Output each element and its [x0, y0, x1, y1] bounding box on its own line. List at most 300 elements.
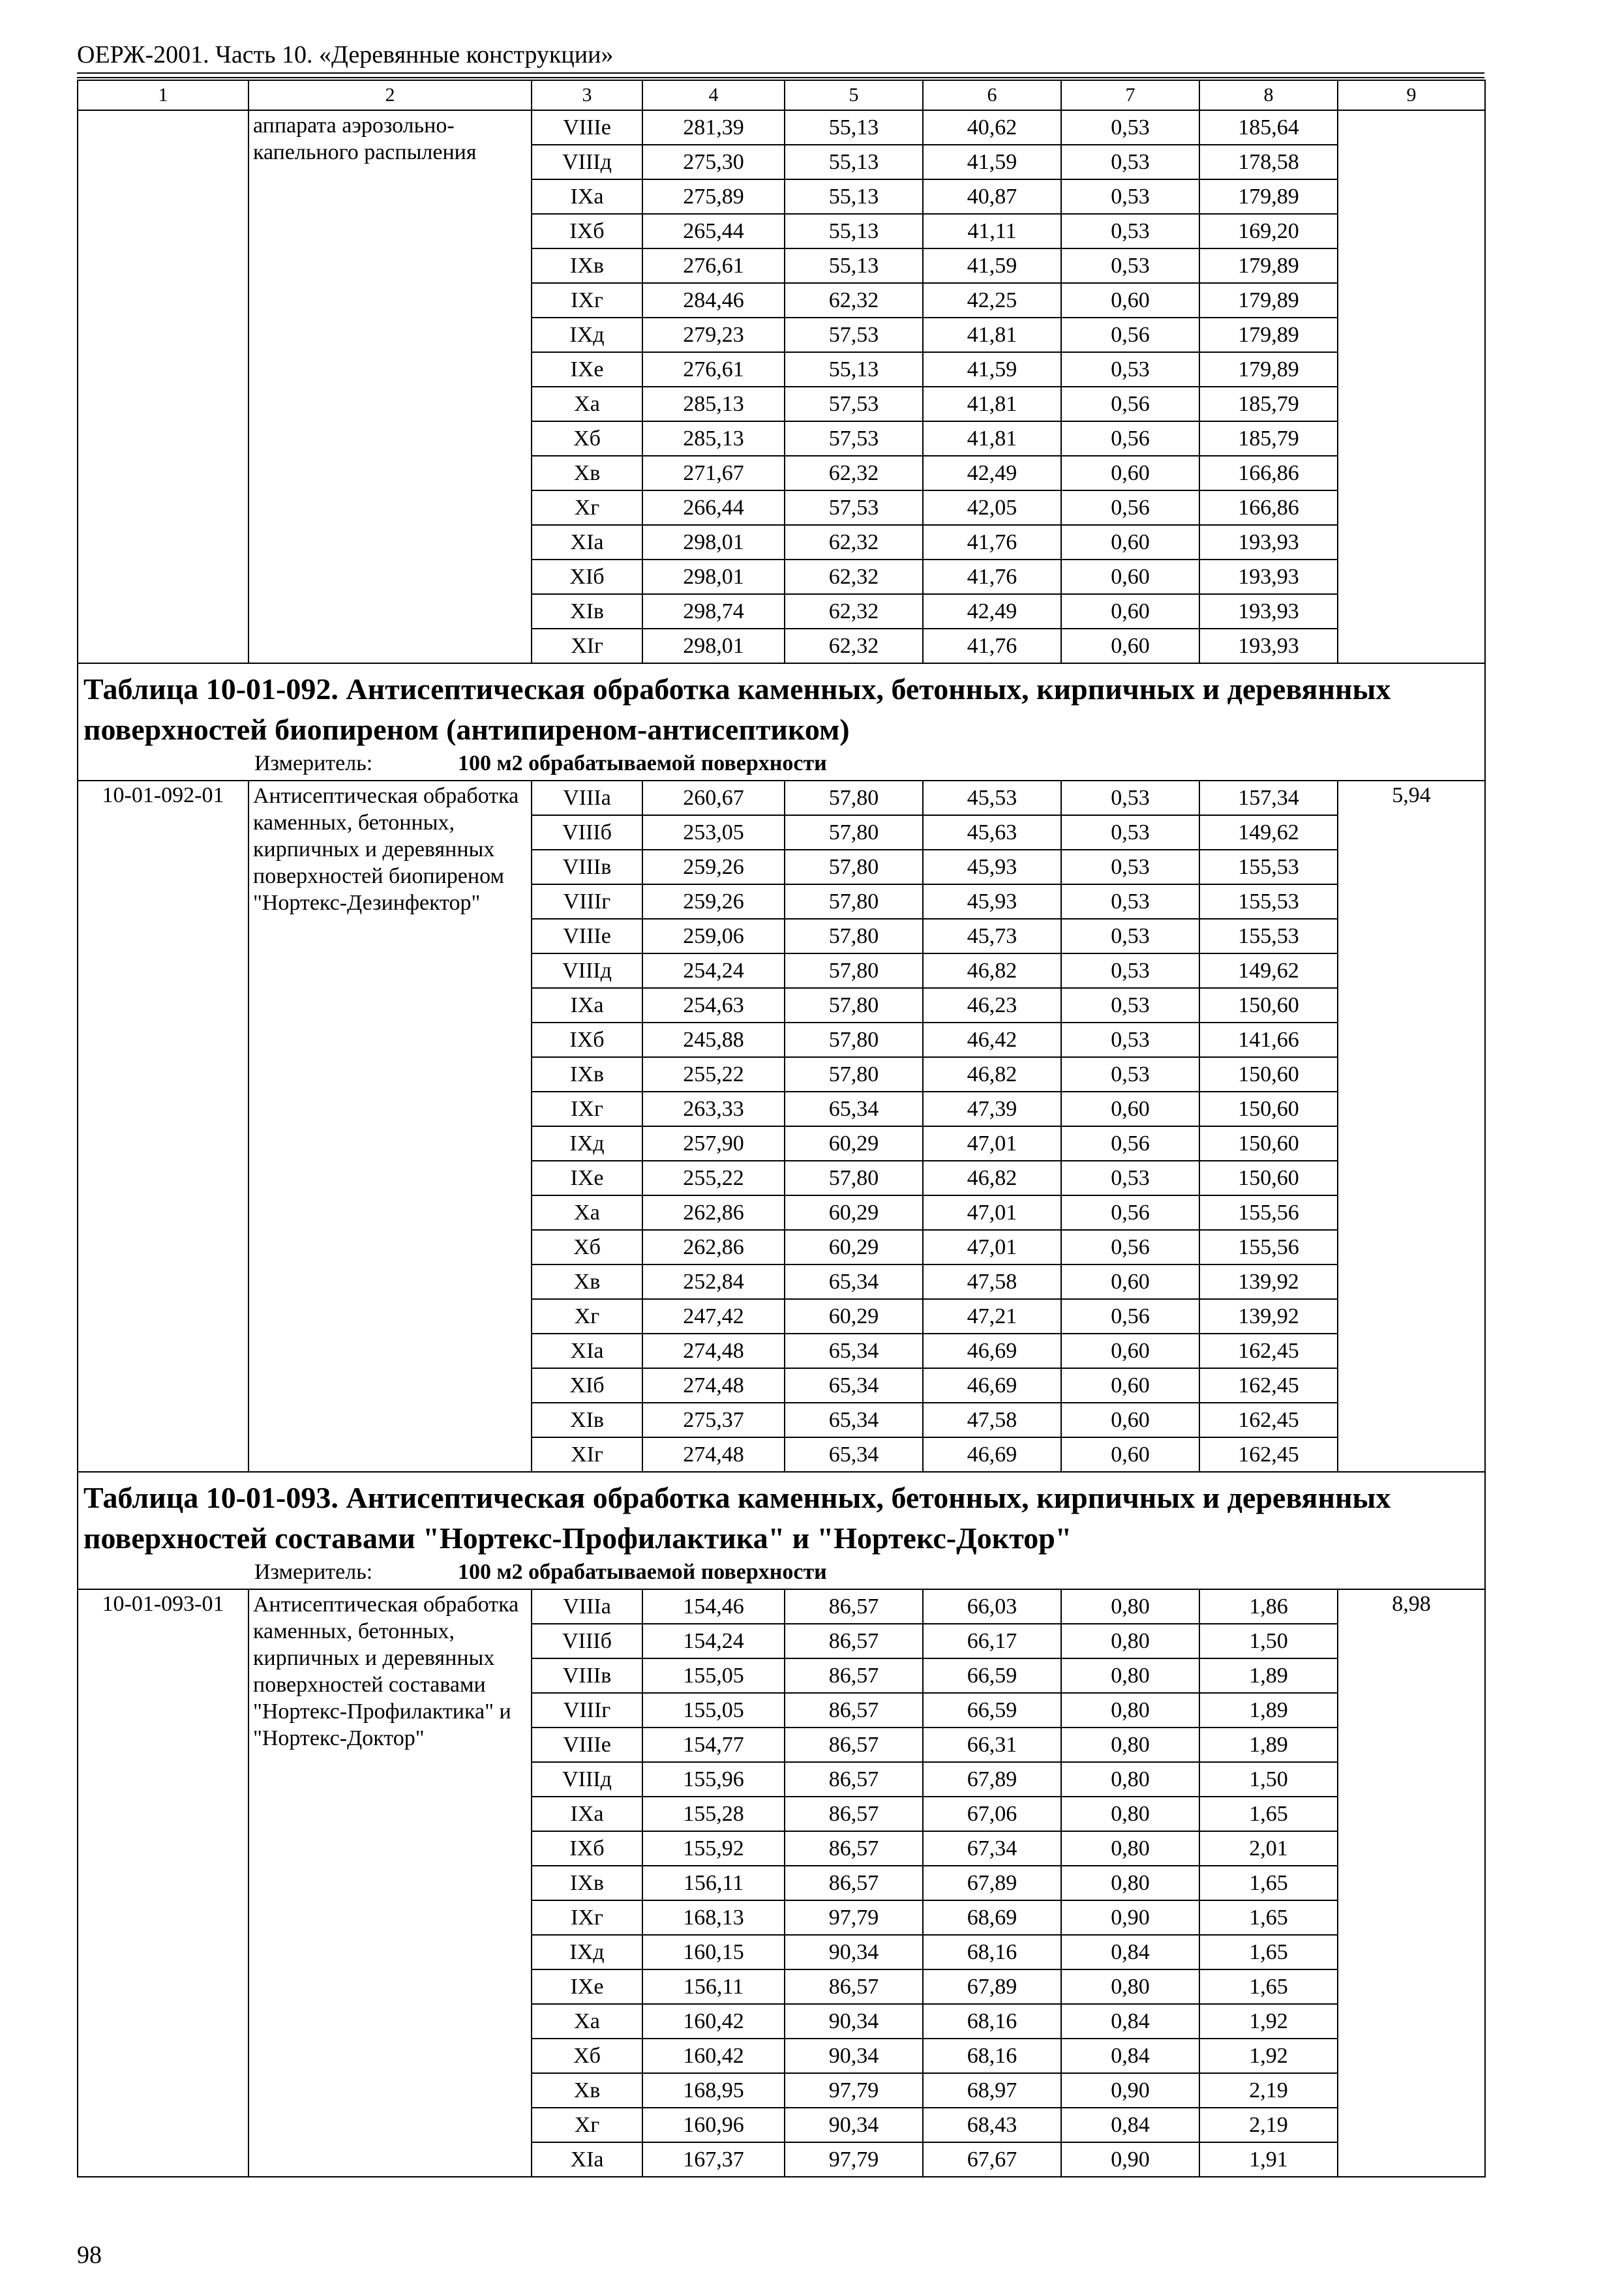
- price-cell: [1338, 110, 1485, 663]
- value-cell: 0,60: [1061, 1264, 1199, 1299]
- zone-cell: VIIIв: [532, 850, 642, 884]
- value-cell: 67,06: [923, 1797, 1061, 1831]
- value-cell: 45,93: [923, 884, 1061, 919]
- value-cell: 150,60: [1199, 1092, 1338, 1126]
- value-cell: 274,48: [642, 1437, 785, 1472]
- zone-cell: Xг: [532, 2108, 642, 2142]
- value-cell: 86,57: [785, 1728, 923, 1762]
- value-cell: 1,50: [1199, 1762, 1338, 1797]
- zone-cell: IXа: [532, 179, 642, 214]
- value-cell: 40,87: [923, 179, 1061, 214]
- zone-cell: VIIIб: [532, 815, 642, 850]
- value-cell: 155,56: [1199, 1195, 1338, 1230]
- value-cell: 86,57: [785, 1589, 923, 1624]
- value-cell: 0,60: [1061, 629, 1199, 663]
- value-cell: 41,59: [923, 145, 1061, 179]
- page-header-title: ОЕРЖ-2001. Часть 10. «Деревянные конструкции»: [77, 41, 614, 68]
- value-cell: 66,17: [923, 1624, 1061, 1658]
- value-cell: 0,53: [1061, 815, 1199, 850]
- value-cell: 42,49: [923, 594, 1061, 629]
- value-cell: 47,01: [923, 1126, 1061, 1161]
- zone-cell: XIг: [532, 629, 642, 663]
- table-row: [78, 110, 1485, 145]
- value-cell: 68,16: [923, 1935, 1061, 1969]
- value-cell: 0,80: [1061, 1866, 1199, 1900]
- value-cell: 62,32: [785, 525, 923, 560]
- value-cell: 275,37: [642, 1403, 785, 1437]
- value-cell: 155,53: [1199, 884, 1338, 919]
- value-cell: 60,29: [785, 1230, 923, 1264]
- column-number: 6: [923, 80, 1061, 110]
- value-cell: 2,19: [1199, 2108, 1338, 2142]
- zone-cell: IXд: [532, 318, 642, 352]
- zone-cell: VIIIд: [532, 953, 642, 988]
- value-cell: 0,90: [1061, 1900, 1199, 1935]
- zone-cell: VIIIд: [532, 1762, 642, 1797]
- value-cell: 0,80: [1061, 1589, 1199, 1624]
- value-cell: 57,53: [785, 490, 923, 525]
- value-cell: 1,92: [1199, 2039, 1338, 2073]
- value-cell: 166,86: [1199, 456, 1338, 490]
- value-cell: 42,49: [923, 456, 1061, 490]
- value-cell: 46,82: [923, 1057, 1061, 1092]
- column-number: 3: [532, 80, 642, 110]
- table-row: [78, 781, 1485, 815]
- value-cell: 160,15: [642, 1935, 785, 1969]
- value-cell: 67,89: [923, 1969, 1061, 2004]
- value-cell: 149,62: [1199, 953, 1338, 988]
- value-cell: 65,34: [785, 1437, 923, 1472]
- value-cell: 46,42: [923, 1023, 1061, 1057]
- value-cell: 1,65: [1199, 1797, 1338, 1831]
- value-cell: 275,30: [642, 145, 785, 179]
- value-cell: 62,32: [785, 560, 923, 594]
- value-cell: 155,96: [642, 1762, 785, 1797]
- value-cell: 0,56: [1061, 1195, 1199, 1230]
- table-row: [78, 1589, 1485, 1624]
- value-cell: 2,01: [1199, 1831, 1338, 1866]
- column-number: 4: [642, 80, 785, 110]
- column-number: 2: [248, 80, 532, 110]
- value-cell: 1,89: [1199, 1693, 1338, 1728]
- value-cell: 1,92: [1199, 2004, 1338, 2039]
- zone-cell: VIIIг: [532, 1693, 642, 1728]
- value-cell: 66,59: [923, 1658, 1061, 1693]
- meter-unit: 100 м2 обрабатываемой поверхности: [458, 1560, 827, 1584]
- zone-cell: IXв: [532, 248, 642, 283]
- value-cell: 178,58: [1199, 145, 1338, 179]
- value-cell: 276,61: [642, 248, 785, 283]
- zone-cell: VIIIд: [532, 145, 642, 179]
- value-cell: 298,01: [642, 525, 785, 560]
- value-cell: 47,39: [923, 1092, 1061, 1126]
- value-cell: 57,80: [785, 988, 923, 1023]
- value-cell: 46,69: [923, 1437, 1061, 1472]
- value-cell: 156,11: [642, 1866, 785, 1900]
- value-cell: 46,69: [923, 1368, 1061, 1403]
- value-cell: 179,89: [1199, 179, 1338, 214]
- value-cell: 0,80: [1061, 1969, 1199, 2004]
- value-cell: 155,28: [642, 1797, 785, 1831]
- value-cell: 45,93: [923, 850, 1061, 884]
- value-cell: 281,39: [642, 110, 785, 145]
- value-cell: 67,89: [923, 1762, 1061, 1797]
- rate-description: Антисептическая обработка каменных, бетонных, кирпичных и деревянных поверхностей составами "Нортекс-Профилактика" и "Нортекс-Доктор": [248, 1589, 532, 2177]
- value-cell: 47,21: [923, 1299, 1061, 1334]
- value-cell: 166,86: [1199, 490, 1338, 525]
- table-title: Таблица 10-01-093. Антисептическая обработка каменных, бетонных, кирпичных и деревянных поверхностей составами "Нортекс-Профилактика" и "Нортекс-Доктор": [83, 1481, 1391, 1555]
- zone-cell: VIIIе: [532, 110, 642, 145]
- value-cell: 255,22: [642, 1057, 785, 1092]
- value-cell: 149,62: [1199, 815, 1338, 850]
- zone-cell: IXв: [532, 1866, 642, 1900]
- zone-cell: XIб: [532, 1368, 642, 1403]
- value-cell: 274,48: [642, 1334, 785, 1368]
- value-cell: 0,53: [1061, 988, 1199, 1023]
- column-number: 9: [1338, 80, 1485, 110]
- value-cell: 150,60: [1199, 1161, 1338, 1195]
- value-cell: 55,13: [785, 214, 923, 248]
- rate-description: аппарата аэрозольно-капельного распыления: [248, 110, 532, 663]
- column-number: 8: [1199, 80, 1338, 110]
- meter-line: [83, 750, 1479, 777]
- value-cell: 1,65: [1199, 1900, 1338, 1935]
- column-number: 1: [78, 80, 248, 110]
- value-cell: 0,60: [1061, 525, 1199, 560]
- value-cell: 0,60: [1061, 1092, 1199, 1126]
- zone-cell: Xа: [532, 2004, 642, 2039]
- zone-cell: IXв: [532, 1057, 642, 1092]
- value-cell: 185,64: [1199, 110, 1338, 145]
- meter-unit: 100 м2 обрабатываемой поверхности: [458, 751, 827, 775]
- value-cell: 86,57: [785, 1693, 923, 1728]
- value-cell: 155,53: [1199, 919, 1338, 953]
- value-cell: 0,56: [1061, 318, 1199, 352]
- value-cell: 97,79: [785, 2073, 923, 2108]
- value-cell: 254,24: [642, 953, 785, 988]
- rate-code: 10-01-093-01: [78, 1589, 248, 2177]
- value-cell: 0,84: [1061, 2004, 1199, 2039]
- value-cell: 0,53: [1061, 781, 1199, 815]
- value-cell: 0,56: [1061, 387, 1199, 421]
- value-cell: 0,53: [1061, 1161, 1199, 1195]
- zone-cell: Xг: [532, 490, 642, 525]
- value-cell: 66,03: [923, 1589, 1061, 1624]
- value-cell: 0,53: [1061, 1057, 1199, 1092]
- zone-cell: IXд: [532, 1126, 642, 1161]
- zone-cell: IXб: [532, 1831, 642, 1866]
- meter-label: Измеритель:: [254, 751, 373, 775]
- value-cell: 86,57: [785, 1797, 923, 1831]
- value-cell: 167,37: [642, 2142, 785, 2177]
- value-cell: 1,65: [1199, 1935, 1338, 1969]
- value-cell: 262,86: [642, 1195, 785, 1230]
- value-cell: 157,34: [1199, 781, 1338, 815]
- value-cell: 40,62: [923, 110, 1061, 145]
- value-cell: 0,60: [1061, 1368, 1199, 1403]
- value-cell: 0,80: [1061, 1762, 1199, 1797]
- value-cell: 155,05: [642, 1658, 785, 1693]
- zone-cell: VIIIг: [532, 884, 642, 919]
- column-number: 5: [785, 80, 923, 110]
- value-cell: 57,80: [785, 1057, 923, 1092]
- column-number-row: [78, 80, 1485, 110]
- value-cell: 0,53: [1061, 1023, 1199, 1057]
- value-cell: 0,53: [1061, 110, 1199, 145]
- zone-cell: IXб: [532, 214, 642, 248]
- meter-label: Измеритель:: [254, 1560, 373, 1584]
- zone-cell: Xб: [532, 1230, 642, 1264]
- value-cell: 90,34: [785, 2004, 923, 2039]
- value-cell: 1,86: [1199, 1589, 1338, 1624]
- zone-cell: Xг: [532, 1299, 642, 1334]
- table-heading: [78, 1472, 1485, 1589]
- value-cell: 46,23: [923, 988, 1061, 1023]
- zone-cell: IXг: [532, 1092, 642, 1126]
- value-cell: 41,11: [923, 214, 1061, 248]
- zone-cell: XIг: [532, 1437, 642, 1472]
- value-cell: 0,53: [1061, 179, 1199, 214]
- value-cell: 0,60: [1061, 560, 1199, 594]
- value-cell: 154,77: [642, 1728, 785, 1762]
- zone-cell: VIIIа: [532, 781, 642, 815]
- zone-cell: Xв: [532, 456, 642, 490]
- zone-cell: IXе: [532, 1161, 642, 1195]
- value-cell: 67,89: [923, 1866, 1061, 1900]
- value-cell: 0,60: [1061, 456, 1199, 490]
- value-cell: 47,01: [923, 1230, 1061, 1264]
- value-cell: 65,34: [785, 1334, 923, 1368]
- zone-cell: XIв: [532, 594, 642, 629]
- zone-cell: XIа: [532, 2142, 642, 2177]
- value-cell: 47,58: [923, 1403, 1061, 1437]
- value-cell: 57,80: [785, 850, 923, 884]
- value-cell: 179,89: [1199, 248, 1338, 283]
- zone-cell: IXб: [532, 1023, 642, 1057]
- value-cell: 57,80: [785, 781, 923, 815]
- value-cell: 279,23: [642, 318, 785, 352]
- zone-cell: VIIIв: [532, 1658, 642, 1693]
- value-cell: 68,16: [923, 2039, 1061, 2073]
- zone-cell: IXг: [532, 1900, 642, 1935]
- value-cell: 1,65: [1199, 1969, 1338, 2004]
- zone-cell: XIб: [532, 560, 642, 594]
- value-cell: 97,79: [785, 2142, 923, 2177]
- value-cell: 0,84: [1061, 1935, 1199, 1969]
- value-cell: 160,42: [642, 2039, 785, 2073]
- value-cell: 41,81: [923, 387, 1061, 421]
- rates-table-body: [78, 80, 1485, 2177]
- value-cell: 179,89: [1199, 352, 1338, 387]
- price-cell: 5,94: [1338, 781, 1485, 1472]
- value-cell: 0,60: [1061, 1403, 1199, 1437]
- value-cell: 41,76: [923, 525, 1061, 560]
- table-heading-row: [78, 1472, 1485, 1589]
- value-cell: 155,53: [1199, 850, 1338, 884]
- value-cell: 0,80: [1061, 1624, 1199, 1658]
- value-cell: 86,57: [785, 1866, 923, 1900]
- value-cell: 262,86: [642, 1230, 785, 1264]
- value-cell: 57,80: [785, 1161, 923, 1195]
- value-cell: 57,80: [785, 1023, 923, 1057]
- zone-cell: IXа: [532, 1797, 642, 1831]
- value-cell: 0,53: [1061, 884, 1199, 919]
- value-cell: 55,13: [785, 110, 923, 145]
- value-cell: 266,44: [642, 490, 785, 525]
- value-cell: 141,66: [1199, 1023, 1338, 1057]
- value-cell: 150,60: [1199, 1126, 1338, 1161]
- value-cell: 60,29: [785, 1126, 923, 1161]
- value-cell: 160,42: [642, 2004, 785, 2039]
- value-cell: 0,90: [1061, 2073, 1199, 2108]
- value-cell: 0,53: [1061, 248, 1199, 283]
- value-cell: 66,59: [923, 1693, 1061, 1728]
- value-cell: 154,24: [642, 1624, 785, 1658]
- value-cell: 0,53: [1061, 953, 1199, 988]
- value-cell: 162,45: [1199, 1437, 1338, 1472]
- value-cell: 0,56: [1061, 1126, 1199, 1161]
- value-cell: 298,74: [642, 594, 785, 629]
- value-cell: 245,88: [642, 1023, 785, 1057]
- value-cell: 168,95: [642, 2073, 785, 2108]
- value-cell: 57,80: [785, 919, 923, 953]
- value-cell: 155,56: [1199, 1230, 1338, 1264]
- value-cell: 156,11: [642, 1969, 785, 2004]
- value-cell: 68,69: [923, 1900, 1061, 1935]
- value-cell: 57,80: [785, 884, 923, 919]
- value-cell: 0,53: [1061, 850, 1199, 884]
- value-cell: 60,29: [785, 1195, 923, 1230]
- value-cell: 46,82: [923, 953, 1061, 988]
- meter-line: [83, 1559, 1479, 1586]
- value-cell: 271,67: [642, 456, 785, 490]
- rate-description: Антисептическая обработка каменных, бетонных, кирпичных и деревянных поверхностей биопиреном "Нортекс-Дезинфектор": [248, 781, 532, 1472]
- value-cell: 0,53: [1061, 352, 1199, 387]
- value-cell: 255,22: [642, 1161, 785, 1195]
- value-cell: 298,01: [642, 560, 785, 594]
- value-cell: 0,90: [1061, 2142, 1199, 2177]
- header-rule: [77, 72, 1484, 74]
- value-cell: 47,01: [923, 1195, 1061, 1230]
- value-cell: 90,34: [785, 2039, 923, 2073]
- value-cell: 68,43: [923, 2108, 1061, 2142]
- value-cell: 139,92: [1199, 1299, 1338, 1334]
- value-cell: 45,73: [923, 919, 1061, 953]
- value-cell: 41,76: [923, 629, 1061, 663]
- value-cell: 0,56: [1061, 421, 1199, 456]
- value-cell: 263,33: [642, 1092, 785, 1126]
- zone-cell: Xв: [532, 2073, 642, 2108]
- value-cell: 150,60: [1199, 988, 1338, 1023]
- value-cell: 253,05: [642, 815, 785, 850]
- value-cell: 41,59: [923, 352, 1061, 387]
- value-cell: 86,57: [785, 1762, 923, 1797]
- zone-cell: Xв: [532, 1264, 642, 1299]
- value-cell: 62,32: [785, 629, 923, 663]
- zone-cell: VIIIе: [532, 919, 642, 953]
- zone-cell: IXе: [532, 352, 642, 387]
- value-cell: 86,57: [785, 1969, 923, 2004]
- value-cell: 65,34: [785, 1092, 923, 1126]
- value-cell: 41,59: [923, 248, 1061, 283]
- value-cell: 67,34: [923, 1831, 1061, 1866]
- value-cell: 0,53: [1061, 214, 1199, 248]
- value-cell: 185,79: [1199, 387, 1338, 421]
- zone-cell: IXг: [532, 283, 642, 318]
- value-cell: 0,53: [1061, 919, 1199, 953]
- value-cell: 259,06: [642, 919, 785, 953]
- value-cell: 62,32: [785, 283, 923, 318]
- value-cell: 162,45: [1199, 1368, 1338, 1403]
- value-cell: 0,84: [1061, 2039, 1199, 2073]
- value-cell: 41,81: [923, 318, 1061, 352]
- value-cell: 2,19: [1199, 2073, 1338, 2108]
- value-cell: 274,48: [642, 1368, 785, 1403]
- value-cell: 284,46: [642, 283, 785, 318]
- zone-cell: VIIIа: [532, 1589, 642, 1624]
- value-cell: 46,69: [923, 1334, 1061, 1368]
- table-heading-row: [78, 663, 1485, 781]
- value-cell: 275,89: [642, 179, 785, 214]
- rates-table: [77, 80, 1486, 2177]
- value-cell: 65,34: [785, 1368, 923, 1403]
- value-cell: 55,13: [785, 352, 923, 387]
- value-cell: 86,57: [785, 1624, 923, 1658]
- value-cell: 160,96: [642, 2108, 785, 2142]
- value-cell: 0,80: [1061, 1831, 1199, 1866]
- value-cell: 0,53: [1061, 145, 1199, 179]
- value-cell: 1,91: [1199, 2142, 1338, 2177]
- value-cell: 67,67: [923, 2142, 1061, 2177]
- value-cell: 0,60: [1061, 1334, 1199, 1368]
- value-cell: 47,58: [923, 1264, 1061, 1299]
- value-cell: 168,13: [642, 1900, 785, 1935]
- value-cell: 0,80: [1061, 1693, 1199, 1728]
- value-cell: 260,67: [642, 781, 785, 815]
- value-cell: 0,80: [1061, 1728, 1199, 1762]
- value-cell: 86,57: [785, 1831, 923, 1866]
- value-cell: 86,57: [785, 1658, 923, 1693]
- page-number: 98: [77, 2241, 102, 2269]
- rate-code: [78, 110, 248, 663]
- value-cell: 162,45: [1199, 1334, 1338, 1368]
- value-cell: 57,53: [785, 387, 923, 421]
- value-cell: 179,89: [1199, 283, 1338, 318]
- value-cell: 1,50: [1199, 1624, 1338, 1658]
- value-cell: 185,79: [1199, 421, 1338, 456]
- value-cell: 257,90: [642, 1126, 785, 1161]
- value-cell: 57,53: [785, 318, 923, 352]
- value-cell: 193,93: [1199, 560, 1338, 594]
- value-cell: 193,93: [1199, 594, 1338, 629]
- value-cell: 97,79: [785, 1900, 923, 1935]
- value-cell: 0,60: [1061, 283, 1199, 318]
- zone-cell: XIа: [532, 1334, 642, 1368]
- value-cell: 298,01: [642, 629, 785, 663]
- value-cell: 0,56: [1061, 1299, 1199, 1334]
- value-cell: 193,93: [1199, 629, 1338, 663]
- value-cell: 259,26: [642, 850, 785, 884]
- value-cell: 285,13: [642, 421, 785, 456]
- value-cell: 139,92: [1199, 1264, 1338, 1299]
- value-cell: 66,31: [923, 1728, 1061, 1762]
- value-cell: 154,46: [642, 1589, 785, 1624]
- value-cell: 41,81: [923, 421, 1061, 456]
- value-cell: 60,29: [785, 1299, 923, 1334]
- zone-cell: Xа: [532, 1195, 642, 1230]
- value-cell: 90,34: [785, 1935, 923, 1969]
- value-cell: 150,60: [1199, 1057, 1338, 1092]
